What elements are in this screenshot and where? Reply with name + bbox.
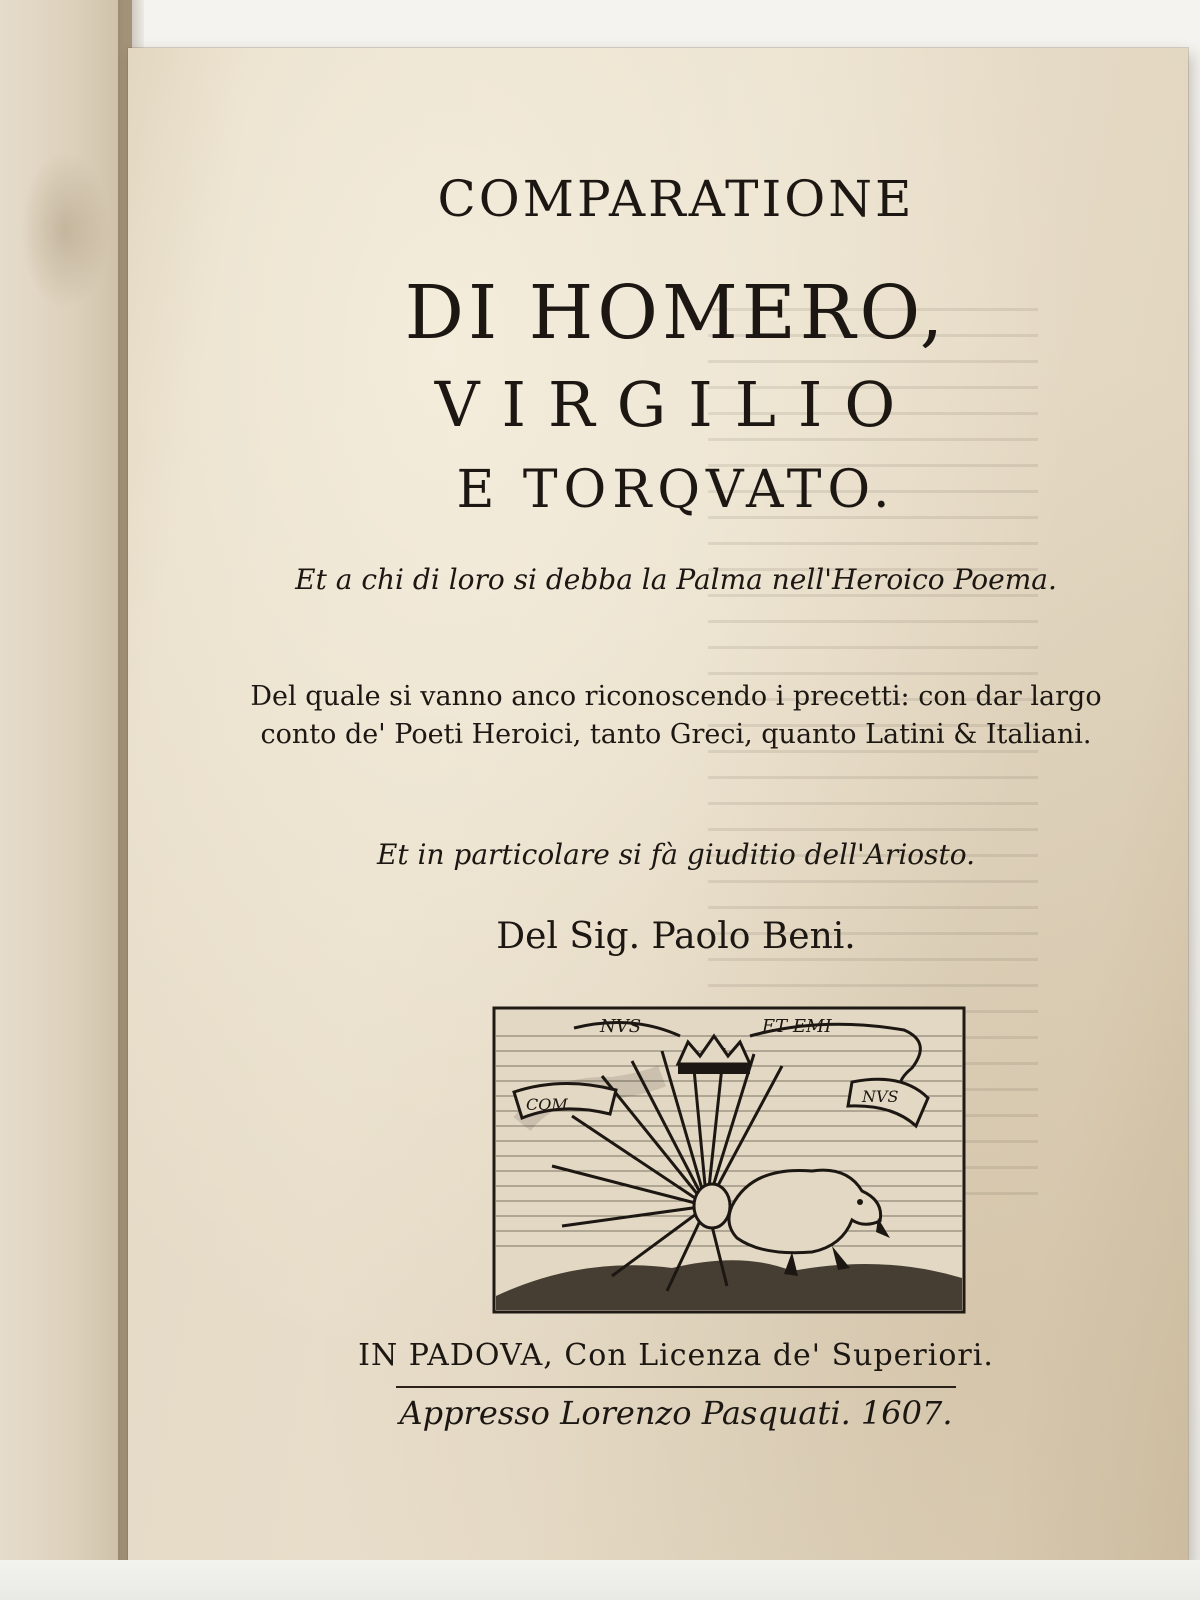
left-page-edge (0, 0, 132, 1600)
printer-line: Appresso Lorenzo Pasquati. 1607. (399, 1394, 953, 1432)
motto-right: NVS (862, 1087, 899, 1106)
title-line-2: DI HOMERO, (404, 270, 948, 356)
motto-top-right: ET EMI (762, 1016, 832, 1037)
subtitle-precetti: Del quale si vanno anco riconoscendo i precetti: con dar largo conto de' Poeti Heroici, tanto Greci, quanto Latini & Italiani. (250, 681, 1102, 750)
subtitle-ariosto: Et in particolare si fà giuditio dell'Ariosto. (376, 838, 976, 871)
printer-device-woodcut (492, 1006, 966, 1314)
motto-left: COM (526, 1095, 568, 1114)
table-surface (0, 1560, 1200, 1600)
crown-icon (678, 1036, 750, 1074)
author-line: Del Sig. Paolo Beni. (496, 916, 856, 957)
subtitle-palma: Et a chi di loro si debba la Palma nell'Heroico Poema. (295, 563, 1057, 596)
title-line-3: VIRGILIO (434, 368, 918, 441)
stain-mark (20, 150, 110, 310)
title-line-4: E TORQVATO. (456, 460, 896, 520)
motto-top-left: NVS (600, 1016, 642, 1037)
title-page (128, 48, 1188, 1564)
imprint-line: IN PADOVA, Con Licenza de' Superiori. (358, 1338, 994, 1373)
title-line-1: COMPARATIONE (437, 170, 915, 228)
imprint-rule (396, 1386, 956, 1388)
